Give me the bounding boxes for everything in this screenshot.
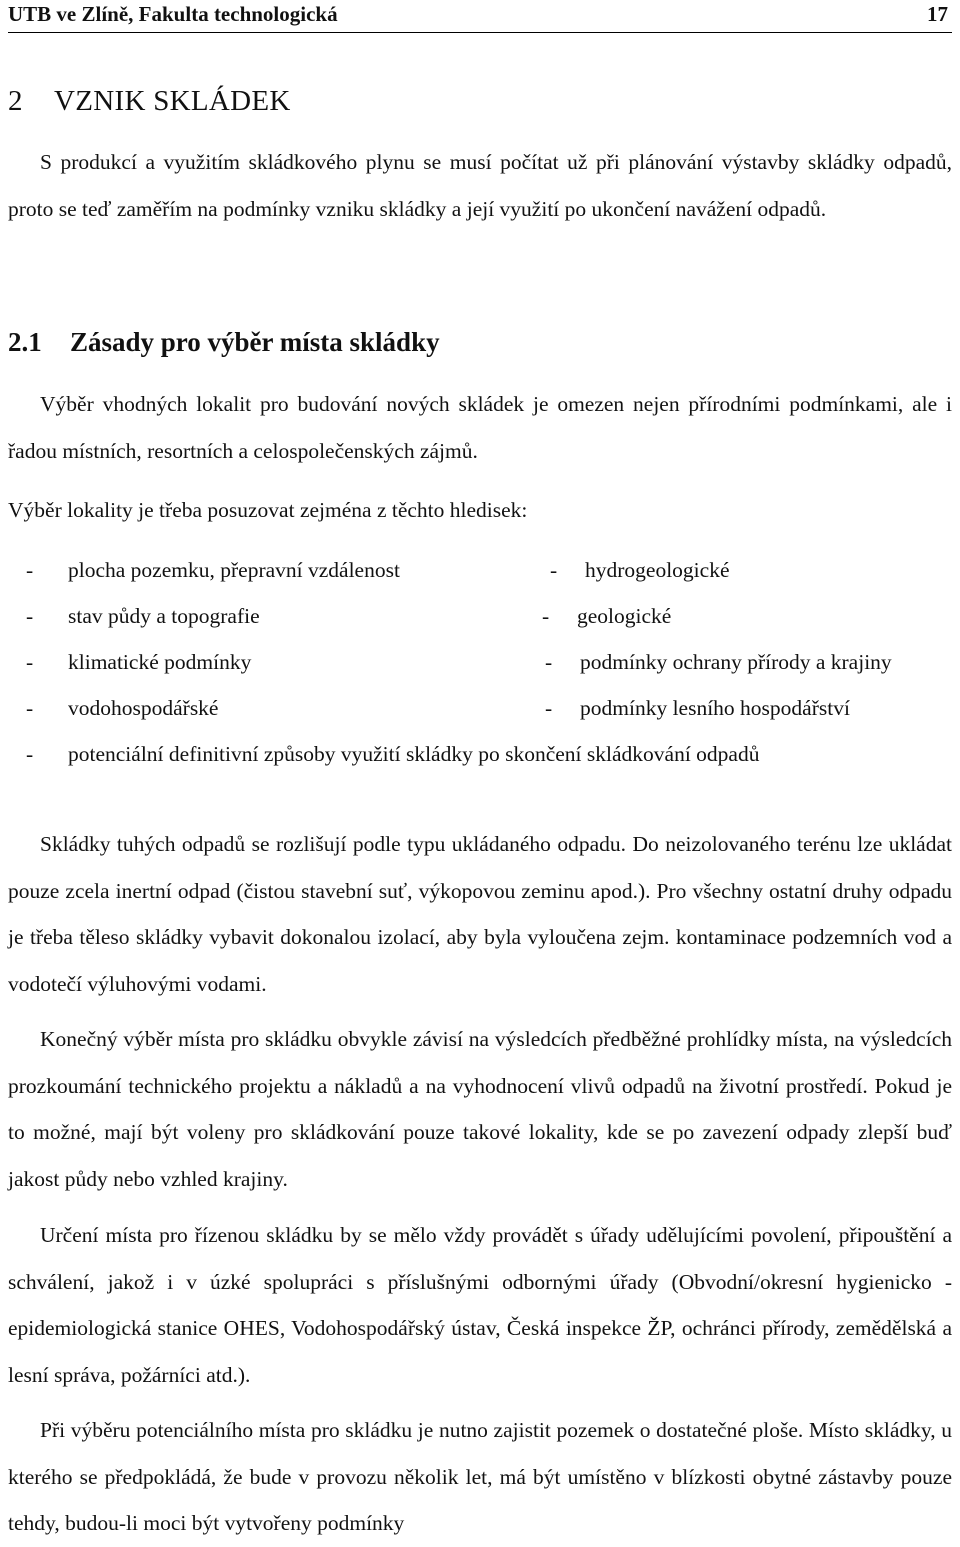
paragraph-site-selection: Konečný výběr místa pro skládku obvykle závisí na výsledcích předběžné prohlídky místa, na výsledcích prozkoumání technického projektu a nákladů a na vyhodnocení vlivů odpadů na životní prostředí. Pokud je to možné, mají být voleny pro skládkování pouze takové lokality, kde se po zavezení odpady zlepší buď jakost půdy nebo vzhled krajiny. [8, 1027, 952, 1191]
page-number: 17 [927, 2, 948, 26]
list-item [26, 593, 956, 639]
criterion-left: plocha pozemku, přepravní vzdálenost [68, 558, 400, 582]
list-item [26, 685, 956, 731]
list-item [26, 547, 956, 593]
page-header [8, 0, 952, 33]
list-bullet: - [545, 650, 553, 674]
list-item [26, 639, 956, 685]
criteria-intro: Výběr lokality je třeba posuzovat zejména z těchto hledisek: [8, 498, 528, 522]
section-heading [8, 326, 440, 358]
criterion-right: geologické [577, 604, 672, 628]
section-paragraph: Výběr vhodných lokalit pro budování nových skládek je omezen nejen přírodními podmínkami, ale i řadou místních, resortních a celospolečenských zájmů. [8, 392, 952, 463]
criterion-left: stav půdy a topografie [68, 604, 260, 628]
list-bullet: - [550, 558, 558, 582]
criteria-list [26, 547, 956, 777]
paragraph-authorities: Určení místa pro řízenou skládku by se mělo vždy provádět s úřady udělujícími povolení, připouštění a schválení, jakož i v úzké spolupráci s příslušnými odbornými úřady (Obvodní/okresní hygienicko - epidemiologická stanice OHES, Vodohospodářský ústav, Česká inspekce ŽP, ochránci přírody, zemědělská a lesní správa, požárníci atd.). [8, 1223, 952, 1387]
list-bullet: - [26, 558, 34, 582]
section-number: 2.1 [8, 327, 42, 357]
criterion-left: klimatické podmínky [68, 650, 252, 674]
list-bullet: - [545, 696, 553, 720]
criterion-right: podmínky lesního hospodářství [580, 696, 850, 720]
criterion-right: hydrogeologické [585, 558, 730, 582]
intro-paragraph: S produkcí a využitím skládkového plynu se musí počítat už při plánování výstavby skládky odpadů, proto se teď zaměřím na podmínky vzniku skládky a její využití po ukončení navážení odpadů. [8, 150, 952, 221]
list-bullet: - [542, 604, 550, 628]
paragraph-waste-types: Skládky tuhých odpadů se rozlišují podle typu ukládaného odpadu. Do neizolovaného terénu lze ukládat pouze zcela inertní odpad (čistou stavební suť, výkopovou zeminu apod.). Pro všechny ostatní druhy odpadu je třeba těleso skládky vybavit dokonalou izolací, aby byla vyloučena zejm. kontaminace podzemních vod a vodotečí výluhovými vodami. [8, 832, 952, 996]
list-bullet: - [26, 696, 34, 720]
criterion-left: vodohospodářské [68, 696, 219, 720]
criterion-right: podmínky ochrany přírody a krajiny [580, 650, 892, 674]
chapter-number: 2 [8, 85, 23, 117]
section-title: Zásady pro výběr místa skládky [70, 327, 440, 357]
list-item [26, 731, 956, 777]
list-bullet: - [26, 604, 34, 628]
list-bullet: - [26, 650, 34, 674]
paragraph-potential-site: Při výběru potenciálního místa pro skládku je nutno zajistit pozemek o dostatečné ploše. Místo skládky, u kterého se předpokládá, že bude v provozu několik let, má být umístěno v blízkosti obytné zástavby pouze tehdy, budou-li moci být vytvořeny podmínky [8, 1418, 952, 1535]
list-bullet: - [26, 742, 34, 766]
header-title: UTB ve Zlíně, Fakulta technologická [8, 2, 338, 26]
criterion-left: potenciální definitivní způsoby využití skládky po skončení skládkování odpadů [68, 742, 760, 766]
chapter-title: VZNIK SKLÁDEK [54, 85, 291, 117]
chapter-heading [8, 84, 291, 118]
